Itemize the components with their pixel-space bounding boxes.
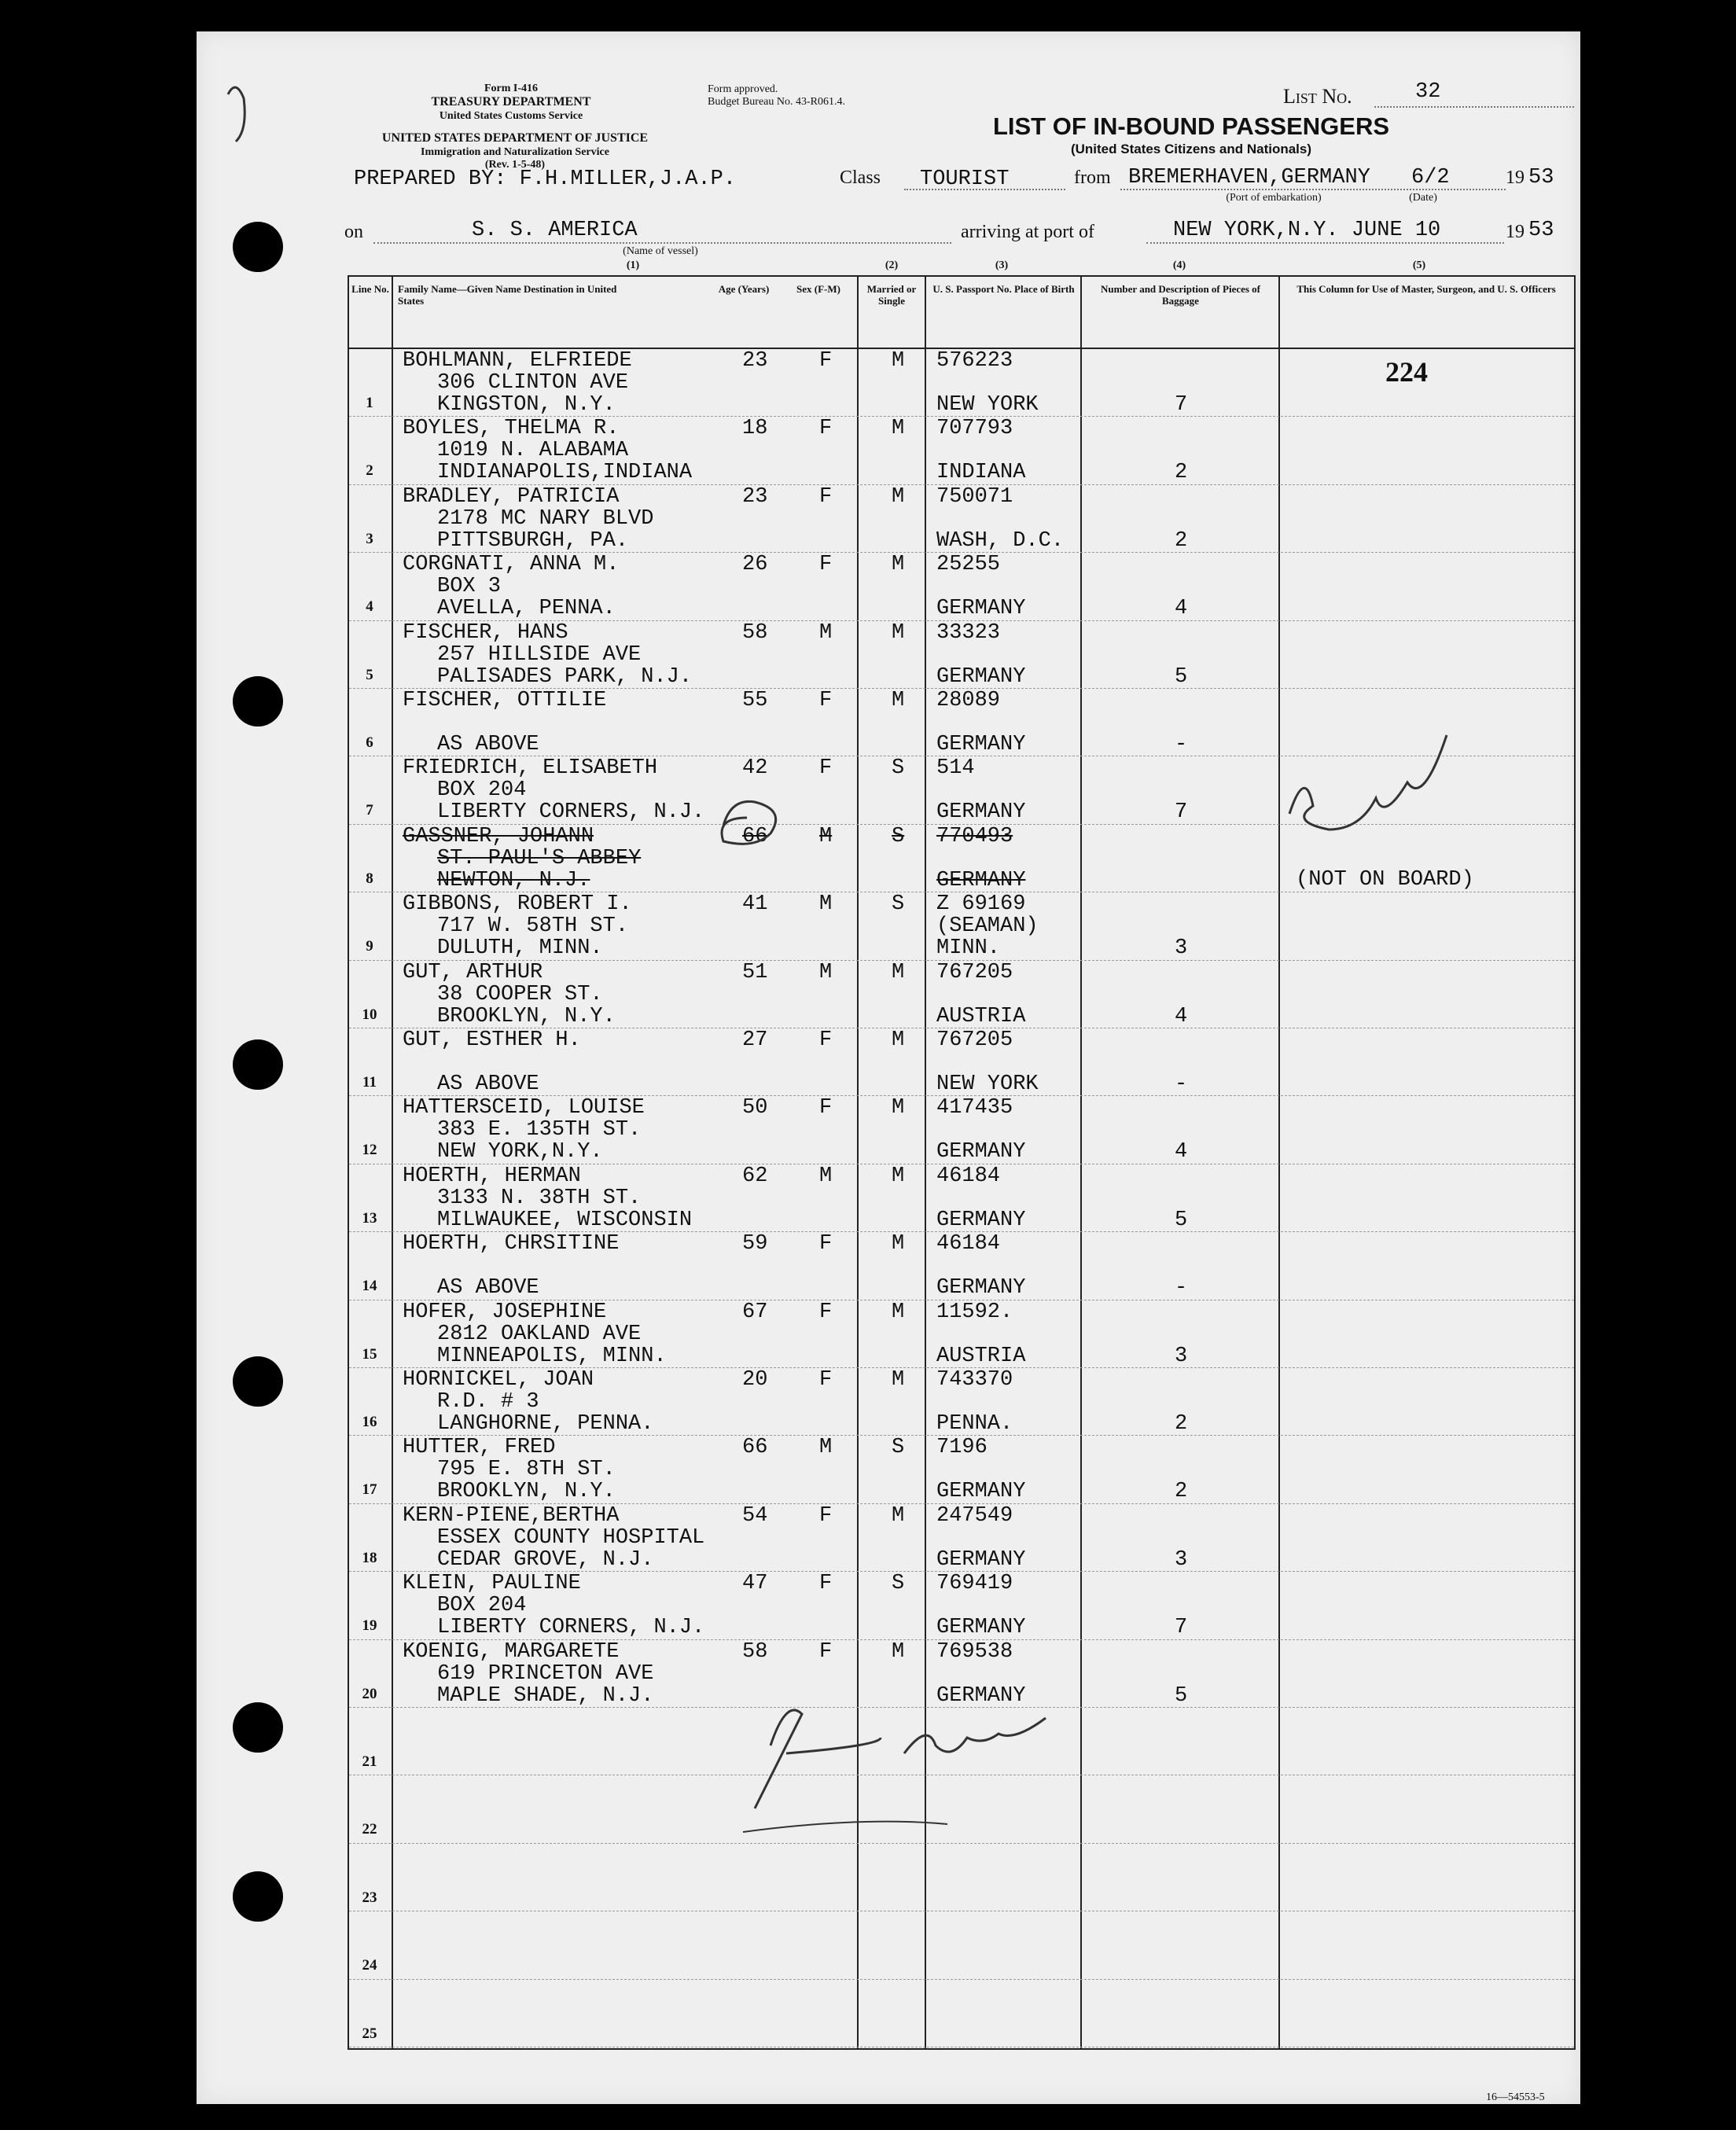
- passenger-name: KERN-PIENE,BERTHA: [403, 1503, 620, 1528]
- header-name: Family Name—Given Name Destination in United States: [398, 283, 617, 307]
- header-officers: This Column for Use of Master, Surgeon, and U. S. Officers: [1296, 283, 1556, 295]
- justice-dept: UNITED STATES DEPARTMENT OF JUSTICE: [381, 131, 649, 145]
- baggage-count: 2: [1175, 1412, 1188, 1436]
- passenger-name: KOENIG, MARGARETE: [403, 1639, 620, 1664]
- city-line: AVELLA, PENNA.: [437, 597, 616, 621]
- marital-status: M: [892, 1164, 905, 1188]
- marital-status: M: [892, 1028, 905, 1052]
- city-line: INDIANAPOLIS,INDIANA: [437, 461, 693, 485]
- passenger-name: HORNICKEL, JOAN: [403, 1368, 594, 1392]
- city-line: KINGSTON, N.Y.: [437, 393, 616, 417]
- baggage-count: 3: [1175, 1344, 1188, 1368]
- place-of-birth: NEW YORK: [936, 393, 1039, 417]
- marital-status: M: [892, 960, 905, 984]
- line-number: 8: [366, 870, 373, 887]
- passenger-name: FISCHER, OTTILIE: [403, 689, 607, 712]
- passenger-name: FRIEDRICH, ELISABETH: [403, 756, 658, 781]
- line-number: 19: [362, 1617, 377, 1635]
- city-line: CEDAR GROVE, N.J.: [437, 1547, 654, 1572]
- city-line: PITTSBURGH, PA.: [437, 528, 629, 553]
- baggage-count: 2: [1175, 528, 1188, 553]
- passenger-name: GIBBONS, ROBERT I.: [403, 892, 632, 917]
- line-number: 3: [366, 530, 373, 547]
- header-age: Age (Years): [718, 283, 770, 295]
- marital-status: M: [892, 349, 905, 373]
- header-line-no: Line No.: [351, 283, 389, 295]
- sex: F: [819, 417, 833, 441]
- sex: F: [819, 756, 833, 781]
- passenger-name: KLEIN, PAULINE: [403, 1572, 581, 1596]
- header-passport: U. S. Passport No. Place of Birth: [932, 283, 1075, 295]
- address-line: ST. PAUL'S ABBEY: [437, 846, 642, 870]
- age: 51: [742, 960, 768, 984]
- passport-number: 770493: [936, 824, 1013, 848]
- class-label: Class: [840, 167, 881, 188]
- passport-number: 46184: [936, 1164, 1001, 1188]
- address-line: 383 E. 135TH ST.: [437, 1118, 642, 1142]
- sex: M: [819, 1164, 833, 1188]
- marital-status: M: [892, 484, 905, 509]
- address-line: 3133 N. 38TH ST.: [437, 1186, 642, 1210]
- age: 27: [742, 1028, 768, 1052]
- marital-status: S: [892, 756, 905, 781]
- class-value: TOURIST: [920, 167, 1010, 191]
- col-num-3: (3): [995, 259, 1009, 271]
- form-approved: Form approved.: [708, 83, 778, 95]
- line-number: 9: [366, 938, 373, 955]
- line-number: 21: [362, 1753, 377, 1770]
- footer-code: 16—54553-5: [1486, 2091, 1545, 2103]
- sex: F: [819, 1639, 833, 1664]
- age: 41: [742, 892, 768, 917]
- place-of-birth: GERMANY: [936, 1547, 1026, 1572]
- passenger-name: BOYLES, THELMA R.: [403, 417, 620, 441]
- header-sex: Sex (F-M): [796, 283, 840, 295]
- age: 58: [742, 1639, 768, 1664]
- city-line: PALISADES PARK, N.J.: [437, 664, 693, 689]
- age: 54: [742, 1503, 768, 1528]
- city-line: AS ABOVE: [437, 1276, 539, 1300]
- city-line: AS ABOVE: [437, 1072, 539, 1096]
- sex: F: [819, 1232, 833, 1256]
- passport-number: 750071: [936, 484, 1013, 509]
- place-of-birth: GERMANY: [936, 868, 1026, 892]
- line-number: 23: [362, 1889, 377, 1906]
- age: 23: [742, 349, 768, 373]
- list-no-value: 32: [1415, 80, 1441, 104]
- marital-status: S: [892, 1572, 905, 1596]
- arriving-year-prefix: 19: [1506, 222, 1525, 242]
- address-line: BOX 204: [437, 778, 527, 803]
- marital-status: M: [892, 689, 905, 712]
- baggage-count: 3: [1175, 1547, 1188, 1572]
- from-date: 6/2: [1411, 166, 1450, 189]
- from-year: 53: [1528, 166, 1554, 189]
- place-of-birth: GERMANY: [936, 1208, 1026, 1232]
- baggage-count: 2: [1175, 461, 1188, 485]
- passport-number: 769538: [936, 1639, 1013, 1664]
- line-number: 11: [362, 1074, 377, 1091]
- line-number: 18: [362, 1549, 377, 1566]
- passenger-name: HOERTH, CHRSITINE: [403, 1232, 620, 1256]
- place-of-birth: AUSTRIA: [936, 1004, 1026, 1028]
- form-number: Form I-416: [484, 83, 539, 94]
- passport-number: 767205: [936, 960, 1013, 984]
- place-of-birth: GERMANY: [936, 1140, 1026, 1164]
- baggage-count: -: [1175, 1276, 1188, 1300]
- from-value: BREMERHAVEN,GERMANY: [1128, 166, 1370, 189]
- date-label: (Date): [1409, 192, 1437, 204]
- line-number: 10: [362, 1006, 377, 1023]
- sex: F: [819, 1503, 833, 1528]
- passport-number: 7196: [936, 1436, 988, 1460]
- line-number: 17: [362, 1481, 377, 1499]
- not-on-board-note: (NOT ON BOARD): [1296, 868, 1474, 892]
- age: 67: [742, 1300, 768, 1324]
- age: 47: [742, 1572, 768, 1596]
- passenger-name: GUT, ESTHER H.: [403, 1028, 581, 1052]
- passenger-name: CORGNATI, ANNA M.: [403, 553, 620, 577]
- city-line: LIBERTY CORNERS, N.J.: [437, 800, 705, 825]
- marital-status: M: [892, 1096, 905, 1120]
- city-line: MINNEAPOLIS, MINN.: [437, 1344, 667, 1368]
- marital-status: M: [892, 1639, 905, 1664]
- age: 66: [742, 1436, 768, 1460]
- place-of-birth: GERMANY: [936, 733, 1026, 756]
- marital-status: M: [892, 620, 905, 645]
- from-label: from: [1074, 167, 1111, 188]
- sex: M: [819, 824, 833, 848]
- address-line: BOX 204: [437, 1594, 527, 1618]
- marital-status: M: [892, 553, 905, 577]
- place-of-birth: GERMANY: [936, 1480, 1026, 1504]
- marital-status: M: [892, 1368, 905, 1392]
- passport-number: 247549: [936, 1503, 1013, 1528]
- baggage-count: 7: [1175, 1616, 1188, 1640]
- age: 42: [742, 756, 768, 781]
- city-line: LIBERTY CORNERS, N.J.: [437, 1616, 705, 1640]
- place-of-birth: PENNA.: [936, 1412, 1013, 1436]
- baggage-count: 3: [1175, 936, 1188, 961]
- marital-status: S: [892, 892, 905, 917]
- city-line: MAPLE SHADE, N.J.: [437, 1683, 654, 1708]
- baggage-count: 7: [1175, 800, 1188, 825]
- sex: M: [819, 1436, 833, 1460]
- city-line: BROOKLYN, N.Y.: [437, 1480, 616, 1504]
- col-num-1: (1): [626, 259, 640, 271]
- passport-number: 417435: [936, 1096, 1013, 1120]
- place-of-birth: GERMANY: [936, 597, 1026, 621]
- age: 50: [742, 1096, 768, 1120]
- place-of-birth: INDIANA: [936, 461, 1026, 485]
- revision: (Rev. 1-5-48): [484, 159, 546, 171]
- passport-number: 743370: [936, 1368, 1013, 1392]
- passport-number: 576223: [936, 349, 1013, 373]
- baggage-count: -: [1175, 1072, 1188, 1096]
- sex: F: [819, 1028, 833, 1052]
- sex: M: [819, 892, 833, 917]
- prepared-by: PREPARED BY: F.H.MILLER,J.A.P.: [354, 167, 737, 191]
- marital-status: S: [892, 824, 905, 848]
- sex: F: [819, 689, 833, 712]
- address-line: 2178 MC NARY BLVD: [437, 506, 654, 531]
- passport-number: 28089: [936, 689, 1001, 712]
- col-num-2: (2): [885, 259, 899, 271]
- budget-bureau: Budget Bureau No. 43-R061.4.: [708, 96, 845, 108]
- address-line: BOX 3: [437, 575, 502, 599]
- place-of-birth: GERMANY: [936, 1616, 1026, 1640]
- marital-status: M: [892, 1300, 905, 1324]
- baggage-count: 5: [1175, 1208, 1188, 1232]
- place-of-birth: GERMANY: [936, 1683, 1026, 1708]
- form-title: LIST OF IN-BOUND PASSENGERS: [992, 112, 1390, 140]
- list-no-label: List No.: [1283, 85, 1352, 108]
- passport-number: 46184: [936, 1232, 1001, 1256]
- customs-service: United States Customs Service: [439, 110, 583, 122]
- place-of-birth: GERMANY: [936, 664, 1026, 689]
- vessel-label: (Name of vessel): [623, 245, 698, 257]
- passport-number: Z 69169: [936, 892, 1026, 917]
- passenger-name: GUT, ARTHUR: [403, 960, 543, 984]
- sex: M: [819, 620, 833, 645]
- port-embarkation-label: (Port of embarkation): [1226, 192, 1322, 204]
- place-of-birth: WASH, D.C.: [936, 528, 1065, 553]
- vessel-name: S. S. AMERICA: [472, 219, 638, 242]
- age: 20: [742, 1368, 768, 1392]
- ins-service: Immigration and Naturalization Service: [421, 146, 609, 158]
- age: 59: [742, 1232, 768, 1256]
- place-of-birth: NEW YORK: [936, 1072, 1039, 1096]
- line-number: 4: [366, 598, 373, 616]
- place-of-birth: GERMANY: [936, 1276, 1026, 1300]
- arriving-year: 53: [1528, 219, 1554, 242]
- line-number: 7: [366, 802, 373, 819]
- baggage-count: -: [1175, 733, 1188, 756]
- address-line: 38 COOPER ST.: [437, 982, 603, 1006]
- line-number: 20: [362, 1685, 377, 1702]
- sex: F: [819, 1368, 833, 1392]
- marital-status: M: [892, 417, 905, 441]
- passenger-name: HATTERSCEID, LOUISE: [403, 1096, 645, 1120]
- line-number: 22: [362, 1821, 377, 1838]
- header-baggage: Number and Description of Pieces of Baggage: [1100, 283, 1261, 307]
- city-line: DULUTH, MINN.: [437, 936, 603, 961]
- line-number: 5: [366, 666, 373, 683]
- line-number: 24: [362, 1957, 377, 1974]
- treasury-dept: TREASURY DEPARTMENT: [431, 95, 591, 109]
- sex: F: [819, 1572, 833, 1596]
- line-number: 13: [362, 1209, 377, 1227]
- passenger-name: HOERTH, HERMAN: [403, 1164, 581, 1188]
- baggage-count: 4: [1175, 597, 1188, 621]
- passport-number: 769419: [936, 1572, 1013, 1596]
- passport-number: 514: [936, 756, 975, 781]
- sex: F: [819, 484, 833, 509]
- line-number: 16: [362, 1414, 377, 1430]
- baggage-count: 2: [1175, 1480, 1188, 1504]
- city-line: LANGHORNE, PENNA.: [437, 1412, 654, 1436]
- address-line: R.D. # 3: [437, 1390, 539, 1414]
- address-line: 717 W. 58TH ST.: [437, 914, 629, 939]
- address-line: 1019 N. ALABAMA: [437, 439, 629, 463]
- baggage-count: 4: [1175, 1004, 1188, 1028]
- line-number: 15: [362, 1345, 377, 1363]
- arriving-label: arriving at port of: [961, 222, 1094, 242]
- sex: M: [819, 960, 833, 984]
- passenger-name: BOHLMANN, ELFRIEDE: [403, 349, 632, 373]
- from-year-prefix: 19: [1506, 167, 1525, 188]
- age: 58: [742, 620, 768, 645]
- marital-status: S: [892, 1436, 905, 1460]
- line-number: 12: [362, 1142, 377, 1159]
- age: 23: [742, 484, 768, 509]
- passport-number: 11592.: [936, 1300, 1013, 1324]
- baggage-count: 5: [1175, 664, 1188, 689]
- place-of-birth: GERMANY: [936, 800, 1026, 825]
- place-of-birth: MINN.: [936, 936, 1001, 961]
- passport-number: 33323: [936, 620, 1001, 645]
- line-number: 1: [366, 395, 373, 411]
- marital-status: M: [892, 1232, 905, 1256]
- address-line: 795 E. 8TH ST.: [437, 1458, 616, 1482]
- sex: F: [819, 1300, 833, 1324]
- col-num-5: (5): [1412, 259, 1426, 271]
- passenger-name: HOFER, JOSEPHINE: [403, 1300, 607, 1324]
- line-number: 14: [362, 1278, 377, 1295]
- city-line: BROOKLYN, N.Y.: [437, 1004, 616, 1028]
- place-of-birth: AUSTRIA: [936, 1344, 1026, 1368]
- sex: F: [819, 1096, 833, 1120]
- city-line: NEWTON, N.J.: [437, 868, 590, 892]
- baggage-count: 4: [1175, 1140, 1188, 1164]
- passenger-name: BRADLEY, PATRICIA: [403, 484, 620, 509]
- city-line: AS ABOVE: [437, 733, 539, 756]
- on-label: on: [344, 222, 363, 242]
- passport-note: (SEAMAN): [936, 914, 1039, 939]
- header-married: Married or Single: [866, 283, 917, 307]
- passenger-name: GASSNER, JOHANN: [403, 824, 594, 848]
- age: 66: [742, 824, 768, 848]
- passenger-name: HUTTER, FRED: [403, 1436, 556, 1460]
- city-line: NEW YORK,N.Y.: [437, 1140, 603, 1164]
- passport-number: 767205: [936, 1028, 1013, 1052]
- line-number: 6: [366, 734, 373, 751]
- passport-number: 707793: [936, 417, 1013, 441]
- passenger-name: FISCHER, HANS: [403, 620, 568, 645]
- baggage-count: 5: [1175, 1683, 1188, 1708]
- city-line: MILWAUKEE, WISCONSIN: [437, 1208, 693, 1232]
- age: 18: [742, 417, 768, 441]
- passport-number: 25255: [936, 553, 1001, 577]
- stamp-number: 224: [1385, 356, 1428, 388]
- address-line: ESSEX COUNTY HOSPITAL: [437, 1525, 705, 1550]
- age: 62: [742, 1164, 768, 1188]
- line-number: 25: [362, 2025, 377, 2042]
- address-line: 306 CLINTON AVE: [437, 371, 629, 395]
- arriving-value: NEW YORK,N.Y. JUNE 10: [1173, 219, 1441, 242]
- age: 26: [742, 553, 768, 577]
- baggage-count: 7: [1175, 393, 1188, 417]
- line-number: 2: [366, 462, 373, 480]
- form-subtitle: (United States Citizens and Nationals): [1070, 142, 1312, 156]
- marital-status: M: [892, 1503, 905, 1528]
- address-line: 2812 OAKLAND AVE: [437, 1322, 642, 1346]
- col-num-4: (4): [1172, 259, 1186, 271]
- sex: F: [819, 553, 833, 577]
- address-line: 257 HILLSIDE AVE: [437, 642, 642, 667]
- sex: F: [819, 349, 833, 373]
- address-line: 619 PRINCETON AVE: [437, 1661, 654, 1686]
- age: 55: [742, 689, 768, 712]
